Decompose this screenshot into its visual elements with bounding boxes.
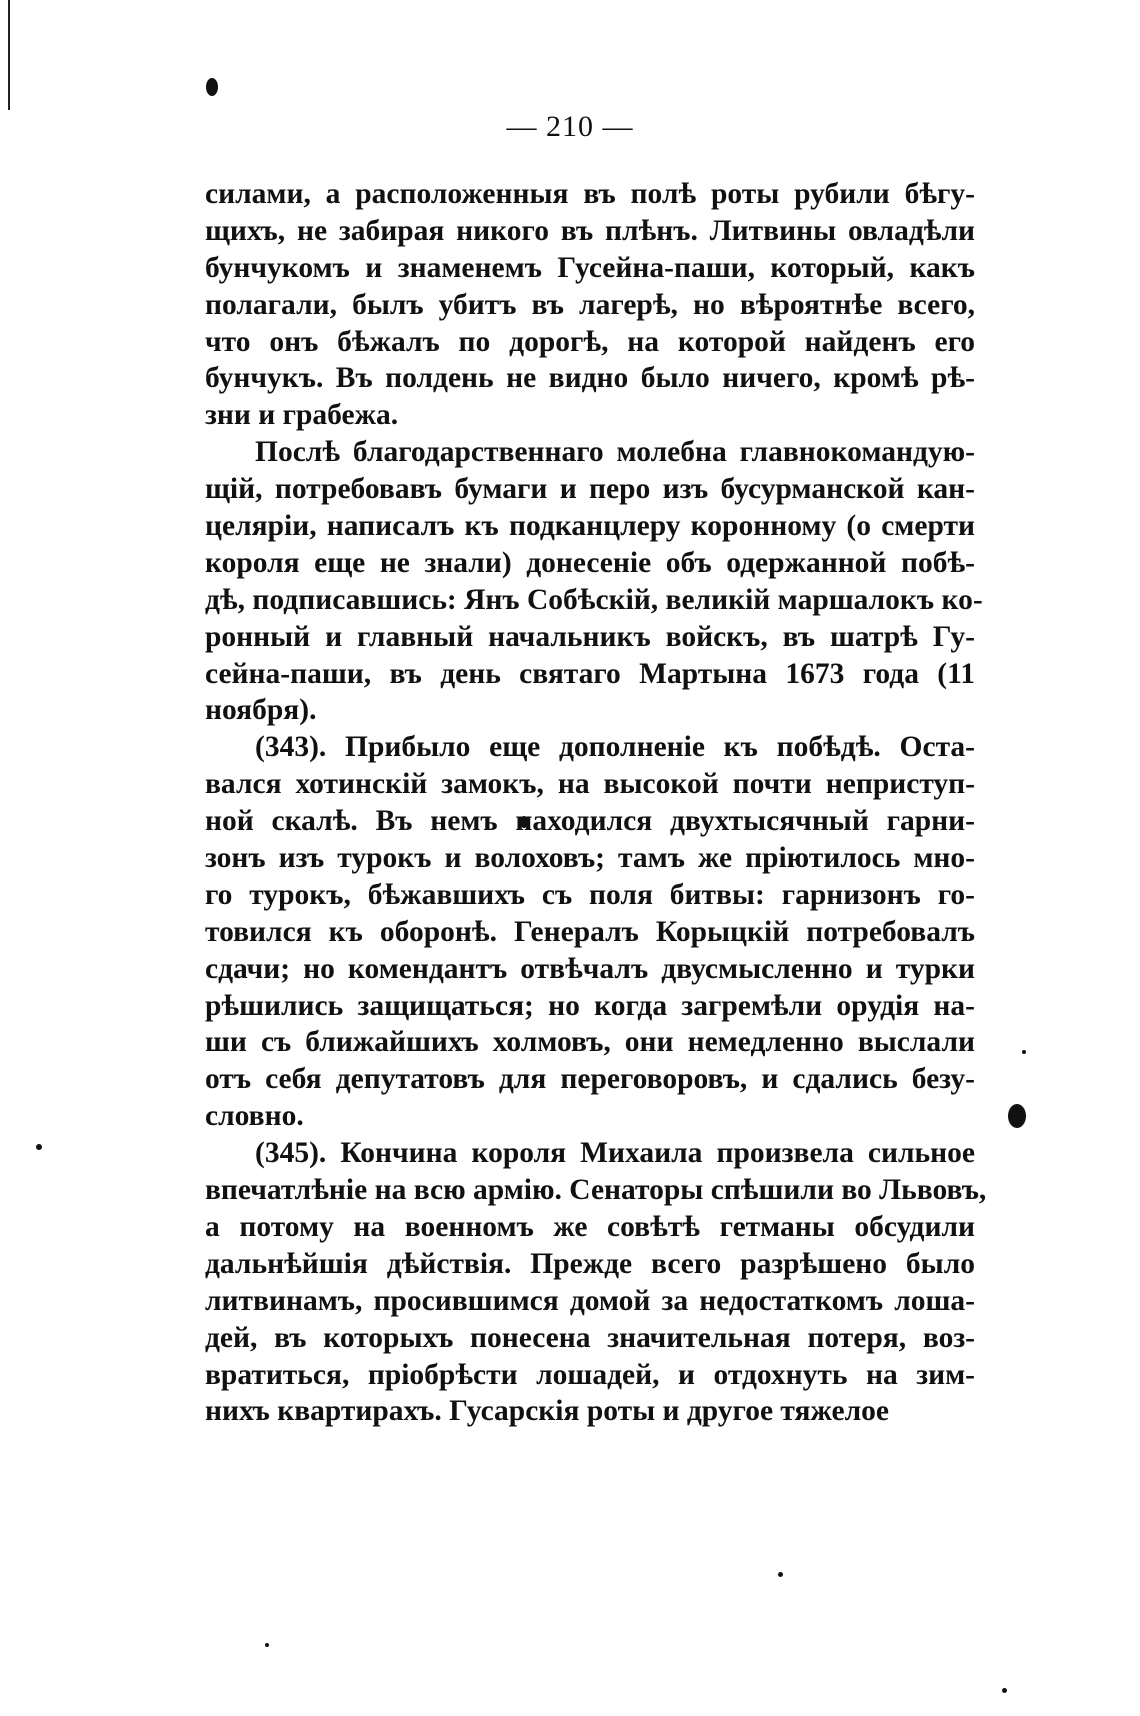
text-line: короля еще не знали) донесеніе объ одержанной побѣ- bbox=[205, 546, 975, 579]
body-text bbox=[205, 176, 987, 1430]
text-line: что онъ бѣжалъ по дорогѣ, на которой найденъ его bbox=[205, 325, 975, 358]
text-line: ноября). bbox=[205, 694, 317, 727]
paragraph bbox=[205, 434, 983, 729]
text-line: силами, а расположенныя въ полѣ роты рубили бѣгу- bbox=[205, 178, 975, 210]
text-line: литвинамъ, просившимся домой за недостаткомъ лоша- bbox=[205, 1284, 975, 1317]
text-line: зни и грабежа. bbox=[205, 399, 399, 432]
text-line: полагали, былъ убитъ въ лагерѣ, но вѣроятнѣе всего, bbox=[205, 288, 975, 321]
text-line: вался хотинскій замокъ, на высокой почти неприступ- bbox=[205, 768, 975, 801]
text-line: нихъ квартирахъ. Гусарскія роты и другое тяжелое bbox=[205, 1395, 889, 1428]
text-line: (345). Кончина короля Михаила произвела сильное bbox=[255, 1137, 975, 1170]
text-line: ной скалѣ. Въ немъ находился двухтысячный гарни- bbox=[205, 805, 975, 838]
text-line: сейна-паши, въ день святаго Мартына 1673 года (11 bbox=[205, 657, 975, 690]
text-line: рѣшились защищаться; но когда загремѣли орудія на- bbox=[205, 989, 975, 1022]
paragraph bbox=[205, 1135, 987, 1430]
text-line: дей, въ которыхъ понесена значительная потеря, воз- bbox=[205, 1321, 975, 1354]
text-line: (343). Прибыло еще дополненіе къ побѣдѣ. Оста- bbox=[255, 731, 975, 764]
text-line: Послѣ благодарственнаго молебна главнокомандую- bbox=[255, 436, 975, 469]
text-line: товился къ оборонѣ. Генералъ Корыцкій потребовалъ bbox=[205, 915, 975, 948]
text-line: зонъ изъ турокъ и волоховъ; тамъ же пріютилось мно- bbox=[205, 842, 975, 875]
text-line: целяріи, написалъ къ подканцлеру коронному (о смерти bbox=[205, 510, 975, 543]
ink-speck bbox=[206, 78, 218, 96]
ink-speck bbox=[1008, 1104, 1026, 1128]
text-line: щій, потребовавъ бумаги и перо изъ бусурманской кан- bbox=[205, 473, 975, 506]
text-line: отъ себя депутатовъ для переговоровъ, и сдались безу- bbox=[205, 1063, 975, 1096]
text-line: вратиться, пріобрѣсти лошадей, и отдохнуть на зим- bbox=[205, 1358, 975, 1391]
text-line: го турокъ, бѣжавшихъ съ поля битвы: гарнизонъ го- bbox=[205, 878, 975, 911]
scan-edge-line bbox=[8, 0, 10, 110]
paragraph bbox=[205, 729, 975, 1135]
ink-speck bbox=[265, 1643, 269, 1647]
page-number: — 210 — bbox=[506, 110, 634, 143]
text-line: бунчукомъ и знаменемъ Гусейна-паши, который, какъ bbox=[205, 251, 975, 284]
ink-speck bbox=[1002, 1688, 1007, 1693]
ink-speck bbox=[778, 1572, 783, 1577]
text-line: бунчукъ. Въ полдень не видно было ничего, кромѣ рѣ- bbox=[205, 362, 975, 395]
text-line: щихъ, не забирая никого въ плѣнъ. Литвины овладѣли bbox=[205, 214, 975, 247]
ink-speck bbox=[1022, 1050, 1026, 1054]
text-line: ши съ ближайшихъ холмовъ, они немедленно выслали bbox=[205, 1026, 975, 1059]
text-line: ронный и главный начальникъ войскъ, въ шатрѣ Гу- bbox=[205, 620, 975, 653]
text-line: дальнѣйшія дѣйствія. Прежде всего разрѣшено было bbox=[205, 1247, 975, 1280]
text-line: словно. bbox=[205, 1100, 304, 1133]
ink-speck bbox=[36, 1144, 42, 1150]
text-line: впечатлѣніе на всю армію. Сенаторы спѣшили во Львовъ, bbox=[205, 1174, 987, 1207]
paragraph bbox=[205, 176, 975, 434]
text-line: а потому на военномъ же совѣтѣ гетманы обсудили bbox=[205, 1210, 975, 1243]
text-line: сдачи; но комендантъ отвѣчалъ двусмысленно и турки bbox=[205, 952, 975, 985]
text-line: дѣ, подписавшись: Янъ Собѣскій, великій маршалокъ ко- bbox=[205, 583, 983, 616]
